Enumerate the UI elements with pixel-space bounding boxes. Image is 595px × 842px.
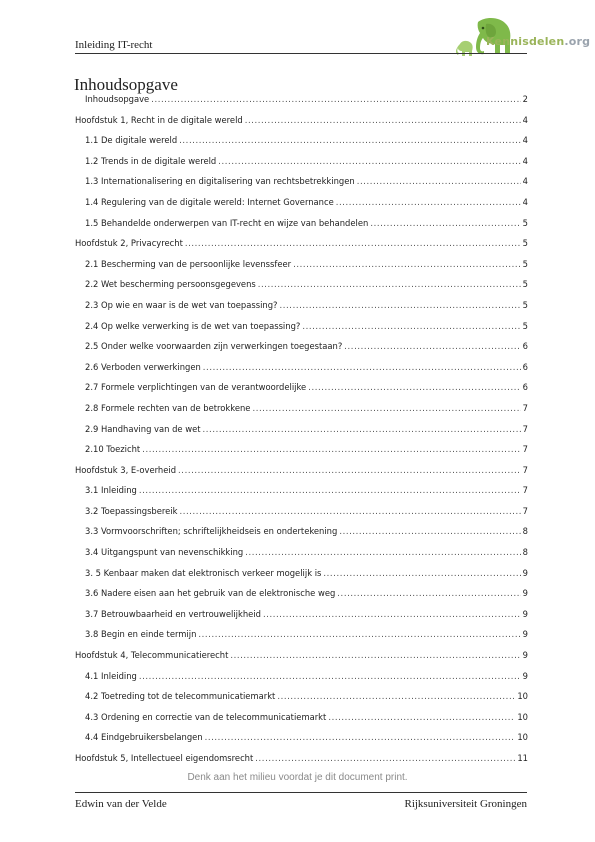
- toc-entry[interactable]: [75, 691, 528, 712]
- toc-entry-label: 3. 5 Kenbaar maken dat elektronisch verkeer mogelijk is: [85, 567, 322, 578]
- toc-entry[interactable]: [75, 424, 528, 445]
- toc-entry-label: Hoofdstuk 1, Recht in de digitale wereld: [75, 114, 243, 125]
- toc-leader-dots: [302, 321, 520, 331]
- toc-entry-page: 4: [522, 114, 528, 125]
- toc-entry[interactable]: [75, 382, 528, 403]
- toc-leader-dots: [336, 197, 521, 207]
- toc-entry-page: 5: [522, 238, 528, 249]
- toc-entry-page: 5: [522, 279, 528, 290]
- toc-leader-dots: [245, 115, 521, 125]
- toc-entry[interactable]: [75, 115, 528, 136]
- toc-entry[interactable]: [75, 135, 528, 156]
- toc-entry[interactable]: [75, 629, 528, 650]
- toc-entry[interactable]: [75, 568, 528, 589]
- toc-entry-label: 3.4 Uitgangspunt van nevenschikking: [85, 547, 244, 558]
- toc-entry-label: 1.1 De digitale wereld: [85, 135, 178, 146]
- toc-entry-label: 4.1 Inleiding: [85, 670, 137, 681]
- toc-leader-dots: [255, 753, 515, 763]
- toc-entry[interactable]: [75, 94, 528, 115]
- toc-leader-dots: [205, 732, 516, 742]
- toc-entry-label: 1.2 Trends in de digitale wereld: [85, 155, 217, 166]
- toc-leader-dots: [308, 382, 520, 392]
- toc-leader-dots: [203, 424, 521, 434]
- toc-leader-dots: [203, 362, 521, 372]
- toc-entry-page: 10: [517, 732, 528, 743]
- toc-entry-label: 3.6 Nadere eisen aan het gebruik van de elektronische weg: [85, 588, 336, 599]
- toc-entry-label: 2.6 Verboden verwerkingen: [85, 361, 201, 372]
- toc-entry-page: 4: [522, 176, 528, 187]
- toc-entry-page: 9: [522, 588, 528, 599]
- toc-heading: Inhoudsopgave: [74, 75, 178, 94]
- toc-entry-label: Hoofdstuk 5, Intellectueel eigendomsrecht: [75, 753, 254, 763]
- toc-entry-page: 5: [522, 299, 528, 310]
- toc-entry[interactable]: [75, 753, 528, 774]
- toc-entry[interactable]: [75, 650, 528, 671]
- toc-entry-page: 7: [522, 444, 528, 455]
- toc-entry-label: Hoofdstuk 3, E-overheid: [75, 464, 177, 475]
- header-rule: [75, 53, 527, 54]
- toc-entry-label: 4.3 Ordening en correctie van de telecommunicatiemarkt: [85, 711, 327, 722]
- toc-entry-page: 2: [522, 94, 528, 104]
- toc-entry-label: 1.4 Regulering van de digitale wereld: Internet Governance: [85, 196, 334, 207]
- toc-entry-label: 3.7 Betrouwbaarheid en vertrouwelijkheid: [85, 608, 261, 619]
- toc-leader-dots: [151, 94, 520, 104]
- table-of-contents: [75, 94, 528, 774]
- toc-entry[interactable]: [75, 341, 528, 362]
- toc-entry-page: 5: [522, 217, 528, 228]
- toc-entry-label: 2.9 Handhaving van de wet: [85, 423, 201, 434]
- toc-entry-page: 7: [522, 485, 528, 496]
- toc-entry[interactable]: [75, 403, 528, 424]
- toc-entry[interactable]: [75, 547, 528, 568]
- document-title: Inleiding IT-recht: [75, 39, 153, 51]
- toc-leader-dots: [328, 712, 515, 722]
- toc-entry-label: 2.10 Toezicht: [85, 444, 141, 455]
- toc-entry[interactable]: [75, 321, 528, 342]
- toc-entry-page: 11: [517, 753, 528, 763]
- toc-leader-dots: [293, 259, 521, 269]
- toc-entry-label: 2.7 Formele verplichtingen van de verantwoordelijke: [85, 382, 307, 393]
- toc-leader-dots: [198, 629, 520, 639]
- footer-institution: Rijksuniversiteit Groningen: [404, 798, 527, 810]
- toc-leader-dots: [139, 485, 521, 495]
- toc-leader-dots: [344, 341, 520, 351]
- toc-leader-dots: [370, 218, 520, 228]
- toc-entry-page: 5: [522, 320, 528, 331]
- toc-entry-label: Hoofdstuk 2, Privacyrecht: [75, 238, 183, 249]
- toc-entry[interactable]: [75, 362, 528, 383]
- toc-entry[interactable]: [75, 712, 528, 733]
- toc-leader-dots: [357, 176, 521, 186]
- toc-leader-dots: [245, 547, 520, 557]
- toc-leader-dots: [139, 671, 521, 681]
- toc-entry[interactable]: [75, 156, 528, 177]
- toc-entry-label: 3.1 Inleiding: [85, 485, 137, 496]
- toc-entry-label: 2.1 Bescherming van de persoonlijke levenssfeer: [85, 258, 292, 269]
- toc-entry-label: Inhoudsopgave: [85, 94, 150, 104]
- toc-entry[interactable]: [75, 671, 528, 692]
- footer-rule: [75, 792, 527, 793]
- toc-entry-page: 7: [522, 402, 528, 413]
- toc-entry-page: 9: [522, 608, 528, 619]
- toc-entry-page: 6: [522, 341, 528, 352]
- toc-leader-dots: [180, 506, 521, 516]
- print-notice: Denk aan het milieu voordat je dit document print.: [187, 772, 408, 783]
- toc-entry-label: 3.8 Begin en einde termijn: [85, 629, 197, 640]
- toc-entry[interactable]: [75, 259, 528, 280]
- toc-entry[interactable]: [75, 485, 528, 506]
- toc-entry-label: 3.2 Toepassingsbereik: [85, 505, 178, 516]
- toc-entry-page: 9: [522, 629, 528, 640]
- toc-entry-page: 8: [522, 547, 528, 558]
- toc-entry-label: 4.2 Toetreding tot de telecommunicatiemarkt: [85, 691, 276, 702]
- toc-entry-label: 1.5 Behandelde onderwerpen van IT-recht en wijze van behandelen: [85, 217, 369, 228]
- toc-entry-page: 7: [522, 505, 528, 516]
- toc-entry-page: 10: [517, 691, 528, 702]
- toc-entry-page: 7: [522, 464, 528, 475]
- toc-entry-label: Hoofdstuk 4, Telecommunicatierecht: [75, 650, 229, 661]
- toc-entry-page: 4: [522, 196, 528, 207]
- toc-leader-dots: [263, 609, 521, 619]
- toc-leader-dots: [142, 444, 520, 454]
- toc-entry-page: 5: [522, 258, 528, 269]
- toc-entry[interactable]: [75, 176, 528, 197]
- toc-entry-label: 2.5 Onder welke voorwaarden zijn verwerkingen toegestaan?: [85, 341, 343, 352]
- toc-entry-page: 8: [522, 526, 528, 537]
- logo-wordmark: [486, 35, 590, 48]
- toc-entry[interactable]: [75, 238, 528, 259]
- toc-entry[interactable]: [75, 732, 528, 753]
- toc-leader-dots: [280, 300, 521, 310]
- toc-entry[interactable]: [75, 218, 528, 239]
- toc-entry[interactable]: [75, 197, 528, 218]
- footer-author: Edwin van der Velde: [75, 798, 167, 810]
- toc-entry[interactable]: [75, 279, 528, 300]
- toc-leader-dots: [339, 526, 520, 536]
- toc-entry[interactable]: [75, 526, 528, 547]
- toc-entry[interactable]: [75, 506, 528, 527]
- toc-entry[interactable]: [75, 465, 528, 486]
- toc-entry-label: 2.8 Formele rechten van de betrokkene: [85, 402, 251, 413]
- logo-brand: Kennisdelen: [486, 35, 565, 48]
- toc-entry-page: 9: [522, 650, 528, 661]
- toc-leader-dots: [252, 403, 520, 413]
- toc-leader-dots: [323, 568, 520, 578]
- toc-leader-dots: [185, 238, 521, 248]
- toc-entry[interactable]: [75, 609, 528, 630]
- toc-entry-label: 3.3 Vormvoorschriften; schriftelijkheidseis en ondertekening: [85, 526, 338, 537]
- toc-entry-page: 6: [522, 361, 528, 372]
- toc-entry-label: 1.3 Internationalisering en digitalisering van rechtsbetrekkingen: [85, 176, 355, 187]
- toc-leader-dots: [337, 588, 520, 598]
- logo-tld: .org: [564, 35, 591, 48]
- toc-leader-dots: [178, 465, 521, 475]
- toc-entry-label: 4.4 Eindgebruikersbelangen: [85, 732, 203, 743]
- toc-entry-label: 2.3 Op wie en waar is de wet van toepassing?: [85, 299, 278, 310]
- toc-entry-label: 2.2 Wet bescherming persoonsgegevens: [85, 279, 256, 290]
- toc-entry-page: 7: [522, 423, 528, 434]
- toc-leader-dots: [218, 156, 520, 166]
- toc-leader-dots: [277, 691, 515, 701]
- toc-entry-page: 9: [522, 670, 528, 681]
- toc-entry-page: 9: [522, 567, 528, 578]
- toc-entry-label: 2.4 Op welke verwerking is de wet van toepassing?: [85, 320, 301, 331]
- toc-entry[interactable]: [75, 300, 528, 321]
- toc-entry[interactable]: [75, 444, 528, 465]
- toc-leader-dots: [230, 650, 520, 660]
- toc-entry-page: 6: [522, 382, 528, 393]
- toc-leader-dots: [179, 135, 521, 145]
- toc-entry-page: 4: [522, 135, 528, 146]
- toc-entry[interactable]: [75, 588, 528, 609]
- toc-leader-dots: [258, 279, 521, 289]
- toc-entry-page: 4: [522, 155, 528, 166]
- toc-entry-page: 10: [517, 711, 528, 722]
